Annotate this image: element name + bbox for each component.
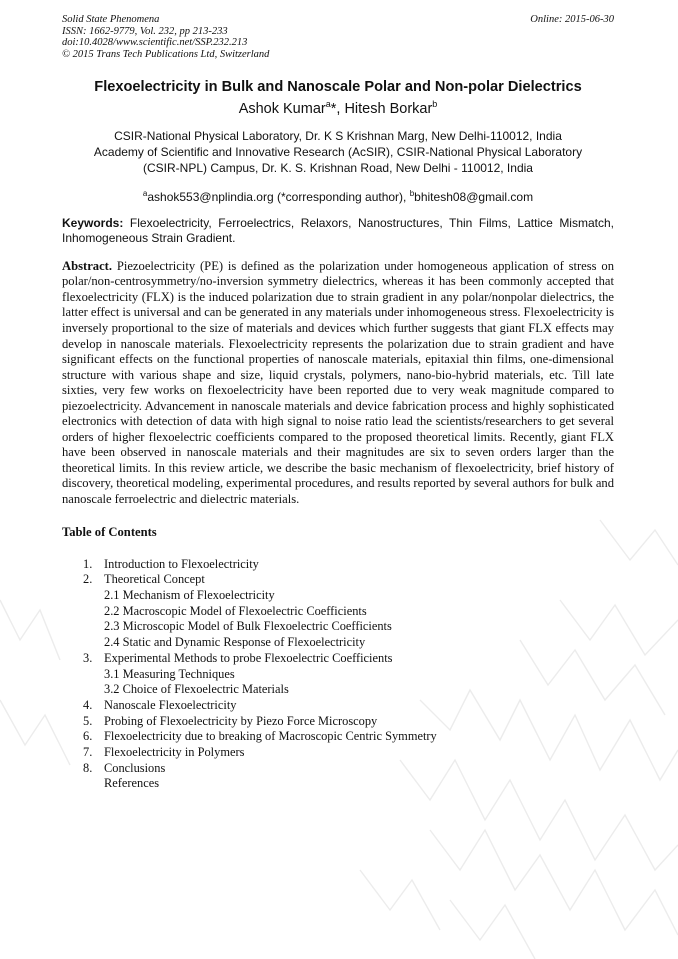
email-marker: a [142,188,148,198]
toc-number: 4. [83,697,93,712]
toc-item [83,745,614,761]
toc-number: 3. [83,650,93,665]
toc-subitem [83,682,614,698]
paper-title: Flexoelectricity in Bulk and Nanoscale Polar and Non-polar Dielectrics [94,79,582,95]
toc-subitem [83,604,614,620]
toc-label: References [104,776,160,791]
doi-line: doi:10.4028/www.scientific.net/SSP.232.213 [62,37,248,48]
issn-line: ISSN: 1662-9779, Vol. 232, pp 213-233 [62,25,228,37]
toc-label: Theoretical Concept [104,572,205,587]
toc-item [83,761,614,777]
author-name: Ashok Kumar [238,100,326,117]
author-list [62,99,614,117]
toc-label: Conclusions [104,760,166,775]
toc-label: Experimental Methods to probe Flexoelectric Coefficients [104,650,393,665]
journal-name: Solid State Phenomena [62,14,160,25]
toc-subitem [83,667,614,683]
toc-number: 5. [83,713,93,728]
copyright-line: © 2015 Trans Tech Publications Ltd, Switzerland [62,48,270,60]
abstract-section [62,259,614,508]
author-name: Hitesh Borkar [344,100,433,117]
affiliation-line: (CSIR-NPL) Campus, Dr. K. S. Krishnan Road, New Delhi - 110012, India [143,160,533,175]
toc-number: 8. [83,760,93,775]
toc-label: Flexoelectricity due to breaking of Macroscopic Centric Symmetry [104,729,437,744]
toc-number: 2. [83,572,93,587]
affiliation-line: CSIR-National Physical Laboratory, Dr. K S Krishnan Marg, New Delhi-110012, India [114,128,562,143]
toc-number: 7. [83,745,93,760]
affiliations [62,128,614,176]
contact-emails [62,189,614,204]
toc-label: Probing of Flexoelectricity by Piezo Force Microscopy [104,713,378,728]
toc-subitem [83,588,614,604]
email-link[interactable]: bhitesh08@gmail.com [414,189,534,204]
toc-label: Introduction to Flexoelectricity [104,556,259,571]
toc-number: 1. [83,556,93,571]
keywords-section [62,216,614,247]
toc-item [83,651,614,667]
paper-page [62,14,614,792]
toc-item [83,698,614,714]
email-marker: b [409,188,415,198]
author-affil-marker: a [325,99,331,109]
toc-label: 2.3 Microscopic Model of Bulk Flexoelectric Coefficients [104,619,392,634]
online-date: Online: 2015-06-30 [530,14,614,25]
table-of-contents [62,557,614,793]
toc-label: 3.1 Measuring Techniques [104,666,235,681]
toc-label: 2.1 Mechanism of Flexoelectricity [104,587,275,602]
toc-item [83,572,614,588]
toc-item [83,557,614,573]
toc-item [83,729,614,745]
keywords-label: Keywords: [62,215,124,230]
abstract-label: Abstract. [62,258,113,273]
journal-header [62,14,614,66]
toc-heading: Table of Contents [62,524,157,539]
corresponding-note: (*corresponding author), [273,189,410,204]
toc-subitem [83,776,614,792]
toc-label: 2.2 Macroscopic Model of Flexoelectric Coefficients [104,603,367,618]
email-link[interactable]: ashok553@nplindia.org [147,189,274,204]
toc-label: 3.2 Choice of Flexoelectric Materials [104,682,289,697]
toc-item [83,714,614,730]
author-affil-marker: b [432,99,438,109]
toc-subitem [83,619,614,635]
keywords-text: Flexoelectricity, Ferroelectrics, Relaxors, Nanostructures, Thin Films, Lattice Mismatch, Inhomogeneous Strain Gradient. [62,215,614,246]
toc-number: 6. [83,729,93,744]
toc-label: Nanoscale Flexoelectricity [104,697,237,712]
toc-label: Flexoelectricity in Polymers [104,745,245,760]
toc-subitem [83,635,614,651]
abstract-text: Piezoelectricity (PE) is defined as the polarization under homogeneous application of stress on polar/non-centrosymmetry/no-inversion symmetry dielectrics, whereas it has been commonly accepted that flexoelectricity (FLX) is the induced polarization due to strain gradient in any polar/nonpolar dielectrics, the latter effect is universal and can be generated in any materials under inhomogeneous stress. Flexoelectricity is inversely proportional to the size of materials and devices which further suggests that giant FLX effects may develop in nanoscale materials. Flexoelectricity represents the polarization due to strain gradient and have significant effects on the functional properties of nanoscale materials, epitaxial thin films, one-dimensional structure with various shape and size, liquid crystals, polymers, nano-bio-hybrid materials, etc. Till late sixties, very few works on flexoelectricity have been reported due to very weak magnitude compared to piezoelectricity. Advancement in nanoscale materials and device fabrication process and highly sophisticated electronics with detection of data with high signal to noise ratio lead the scientists/researchers to get several orders of higher flexoelectric coefficients compared to the proposed theoretical limits. Recently, giant FLX have been observed in nanoscale materials and their magnitudes are six to seven orders larger than the theoretical limits. In this review article, we describe the basic mechanism of flexoelectricity, brief history of discovery, theoretical modeling, experimental procedures, and results reported by several authors for bulk and nanoscale ferroelectric and dielectric materials. [62,258,614,507]
toc-label: 2.4 Static and Dynamic Response of Flexoelectricity [104,635,366,650]
affiliation-line: Academy of Scientific and Innovative Research (AcSIR), CSIR-National Physical Laboratory [93,144,583,159]
author-separator: *, [330,100,345,117]
